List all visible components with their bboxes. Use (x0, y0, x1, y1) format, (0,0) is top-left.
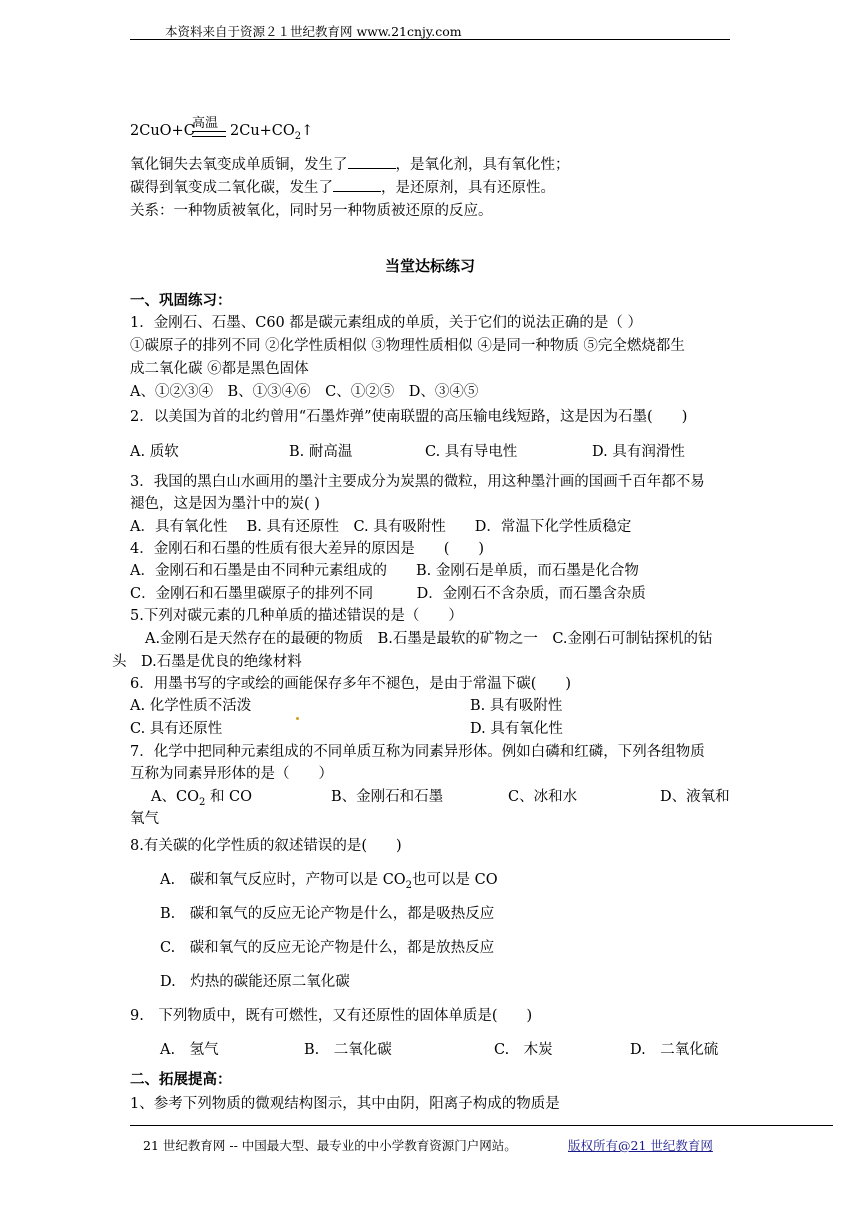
equation-right-main: 2Cu+CO (230, 123, 295, 139)
q7-stem-line-2: 互称为同素异形体的是（ ） (130, 766, 333, 782)
q9-choice-d: D. 二氧化硫 (630, 1042, 719, 1058)
q7-choice-d: D、液氧和 (660, 789, 730, 805)
q6-choice-c: C. 具有还原性 (130, 721, 223, 737)
q6-stem: 6．用墨书写的字或绘的画能保存多年不褪色，是由于常温下碳( ) (130, 676, 572, 692)
q8-choice-b: B. 碳和氧气的反应无论产物是什么，都是吸热反应 (160, 906, 495, 922)
intro-line-1 (130, 153, 570, 174)
q8-stem: 8.有关碳的化学性质的叙述错误的是( ) (130, 838, 402, 854)
q7-choice-a (151, 785, 252, 808)
q8-choice-a-post: 也可以是 CO (412, 872, 498, 888)
q9-stem: 9. 下列物质中，既有可燃性，又有还原性的固体单质是( ) (130, 1008, 533, 1024)
footer-site-text: 21 世纪教育网 -- 中国最大型、最专业的中小学教育资源门户网站。 (143, 1138, 517, 1153)
q6-choice-d: D. 具有氧化性 (470, 721, 563, 737)
q2-choice-c: C. 具有导电性 (425, 444, 518, 460)
header-divider (130, 39, 730, 40)
q1-choices: A、①②③④ B、①③④⑥ C、①②⑤ D、③④⑤ (130, 384, 479, 400)
footer-divider (130, 1125, 833, 1126)
q7-choice-a-post: 和 CO (205, 789, 253, 805)
reaction-equals-sign (192, 131, 226, 137)
equation-subscript: 2 (294, 130, 302, 142)
q1-options-line-1: ①碳原子的排列不同 ②化学性质相似 ③物理性质相似 ④是同一种物质 ⑤完全燃烧都生 (130, 338, 685, 354)
q7-choice-c: C、冰和水 (508, 789, 578, 805)
fill-blank-1[interactable] (348, 167, 396, 169)
q2-stem: 2．以美国为首的北约曾用“石墨炸弹”使南联盟的高压输电线短路，这是因为石墨( ) (130, 409, 688, 425)
intro-line-1a: 氧化铜失去氧变成单质铜，发生了 (130, 157, 348, 173)
intro-line-2b: ，是还原剂，具有还原性。 (381, 180, 555, 196)
q9-choice-c: C. 木炭 (494, 1042, 553, 1058)
q7-stem-line-1: 7．化学中把同种元素组成的不同单质互称为同素异形体。例如白磷和红磷，下列各组物质 (130, 744, 705, 760)
q1-options-line-2: 成二氧化碳 ⑥都是黑色固体 (130, 361, 309, 377)
q7-choice-a-sub: 2 (198, 796, 206, 808)
q5-options-line-2: 头 D.石墨是优良的绝缘材料 (112, 654, 302, 670)
intro-line-3: 关系：一种物质被氧化，同时另一种物质被还原的反应。 (130, 203, 493, 219)
intro-line-1b: ，是氧化剂，具有氧化性； (395, 157, 570, 173)
q7-choice-d-continued: 氧气 (130, 811, 159, 827)
q2-choice-d: D. 具有润滑性 (592, 444, 685, 460)
stray-dot-mark (296, 717, 299, 720)
q4-choices-cd: C．金刚石和石墨里碳原子的排列不同 D．金刚石不含杂质，而石墨含杂质 (130, 586, 646, 602)
q5-options-line-1: A.金刚石是天然存在的最硬的物质 B.石墨是最软的矿物之一 C.金刚石可制钻探机的钻 (145, 631, 713, 647)
q7-choice-b: B、金刚石和石墨 (331, 789, 444, 805)
q3-stem-line-1: 3．我国的黑白山水画用的墨汁主要成分为炭黑的微粒，用这种墨汁画的国画千百年都不易 (130, 474, 705, 490)
equation-left: 2CuO+C (130, 123, 195, 139)
q9-choice-b: B. 二氧化碳 (304, 1042, 392, 1058)
q8-choice-a-pre: A. 碳和氧气反应时，产物可以是 CO (160, 872, 406, 888)
q1-stem: 1．金刚石、石墨、C60 都是碳元素组成的单质，关于它们的说法正确的是（ ） (130, 315, 642, 331)
q8-choice-d: D. 灼热的碳能还原二氧化碳 (160, 974, 350, 990)
footer-copyright-link[interactable]: 版权所有@21 世纪教育网 (568, 1138, 713, 1153)
q6-choice-b: B. 具有吸附性 (470, 698, 563, 714)
part2-heading: 二、拓展提高： (130, 1071, 232, 1088)
intro-line-2 (130, 176, 555, 197)
reaction-condition: 高温 (192, 116, 219, 131)
gas-up-arrow: ↑ (301, 123, 314, 139)
section-title: 当堂达标练习 (384, 257, 475, 275)
q9-choice-a: A. 氢气 (160, 1042, 219, 1058)
fill-blank-2[interactable] (333, 190, 381, 192)
q6-choice-a: A. 化学性质不活泼 (130, 698, 252, 714)
part2-q1-stem: 1、参考下列物质的微观结构图示，其中由阴，阳离子构成的物质是 (130, 1096, 560, 1112)
q2-choice-a: A. 质软 (130, 444, 179, 460)
part1-heading: 一、巩固练习： (130, 292, 232, 309)
q4-stem: 4．金刚石和石墨的性质有很大差异的原因是 ( ) (130, 541, 485, 557)
equation-right (230, 123, 313, 142)
q8-choice-a (160, 868, 498, 891)
page-header-source: 本资料来自于资源２１世纪教育网 www.21cnjy.com (165, 24, 462, 39)
q3-choices: A．具有氧化性 B. 具有还原性 C. 具有吸附性 D．常温下化学性质稳定 (130, 519, 632, 535)
intro-line-2a: 碳得到氧变成二氧化碳，发生了 (130, 180, 333, 196)
q2-choice-b: B. 耐高温 (289, 444, 353, 460)
q3-stem-line-2: 褪色，这是因为墨汁中的炭( ) (130, 496, 320, 512)
q8-choice-c: C. 碳和氧气的反应无论产物是什么，都是放热反应 (160, 940, 495, 956)
q8-choice-a-sub: 2 (405, 879, 413, 891)
q7-choice-a-pre: A、CO (151, 789, 199, 805)
q4-choices-ab: A．金刚石和石墨是由不同种元素组成的 B. 金刚石是单质，而石墨是化合物 (130, 563, 639, 579)
q5-stem: 5.下列对碳元素的几种单质的描述错误的是（ ） (130, 608, 463, 624)
